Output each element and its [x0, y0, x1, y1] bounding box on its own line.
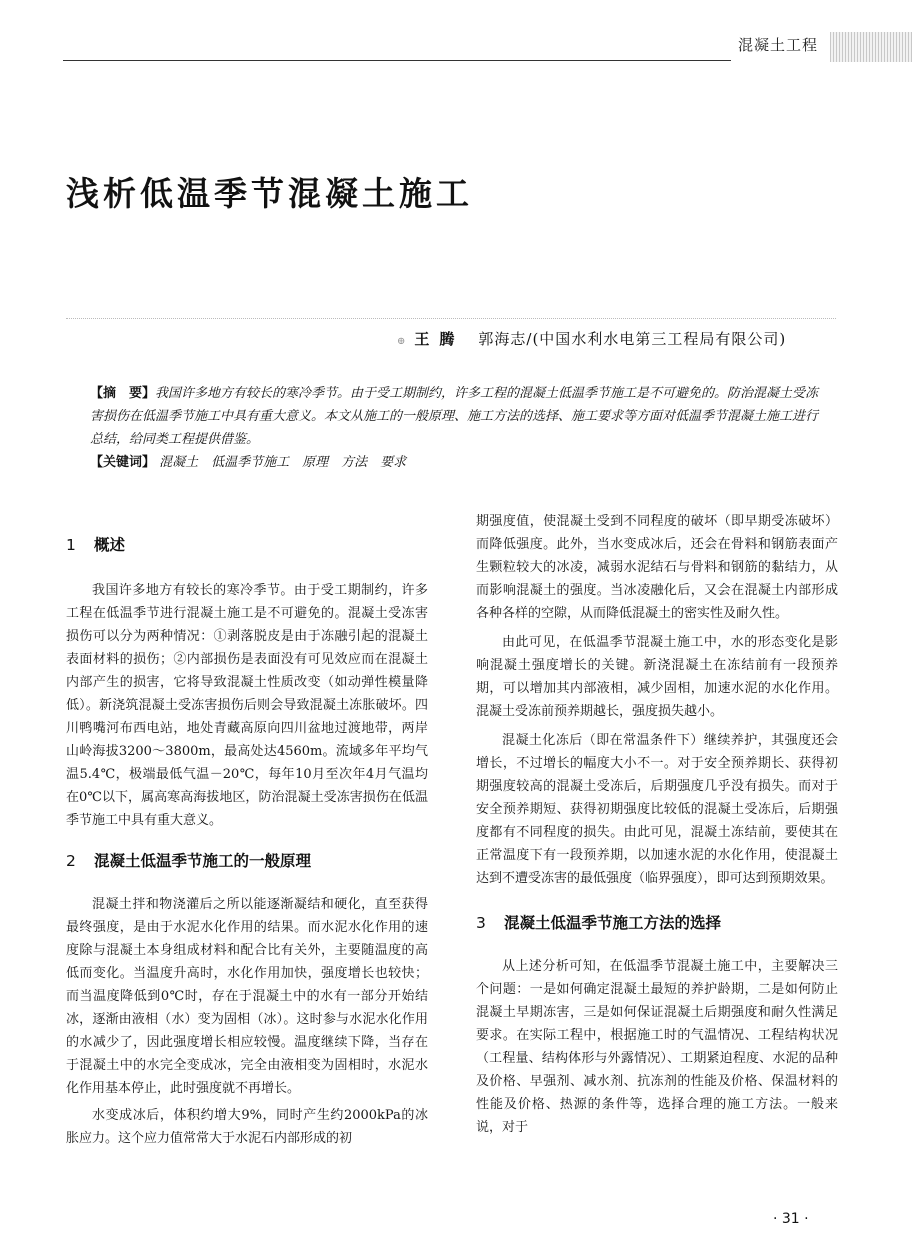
paragraph: 从上述分析可知，在低温季节混凝土施工中，主要解决三个问题：一是如何确定混凝土最短的养护龄期，二是如何防止混凝土早期冻害，三是如何保证混凝土后期强度和耐久性满足要求。在实际工程中，根据施工时的气温情况、工程结构状况（工程量、结构体形与外露情况）、工期紧迫程度、水泥的品种及价格、早强剂、减水剂、抗冻剂的性能及价格、保温材料的性能及价格、热源的条件等，选择合理的施工方法。一般来说，对于	[476, 959, 838, 1135]
column-right	[476, 510, 838, 1139]
paragraph: 混凝土拌和物浇灌后之所以能逐渐凝结和硬化，直至获得最终强度，是由于水泥水化作用的结果。而水泥水化作用的速度除与混凝土本身组成材料和配合比有关外，主要随温度的高低而变化。当温度升高时，水化作用加快，强度增长也较快；而当温度降低到0℃时，存在于混凝土中的水有一部分开始结冰，逐渐由液相（水）变为固相（冰）。这时参与水泥水化作用的水减少了，因此强度增长相应较慢。温度继续下降，当存在于混凝土中的水完全变成冰，完全由液相变为固相时，水泥水化作用基本停止，此时强度就不再增长。	[66, 897, 428, 1096]
section-title: 概述	[94, 536, 126, 554]
paragraph: 水变成冰后，体积约增大9%，同时产生约2000kPa的冰胀应力。这个应力值常常大于水泥石内部形成的初	[66, 1108, 428, 1146]
header-rule	[63, 60, 731, 61]
page-number: · 31 ·	[773, 1211, 809, 1227]
keywords-label: 【关键词】	[90, 455, 156, 470]
paragraph: 混凝土化冻后（即在常温条件下）继续养护，其强度还会增长，不过增长的幅度大小不一。对于安全预养期长、获得初期强度较高的混凝土受冻后，后期强度几乎没有损失。而对于安全预养期短、获得初期强度比较低的混凝土受冻后，后期强度都有不同程度的损失。由此可见，混凝土冻结前，要使其在正常温度下有一段预养期，以加速水泥的水化作用，使混凝土达到不遭受冻害的最低强度（临界强度），即可达到预期效果。	[476, 733, 838, 886]
author-mark-icon: ⊕	[397, 336, 407, 347]
section-title: 混凝土低温季节施工方法的选择	[504, 914, 722, 932]
paragraph: 我国许多地方有较长的寒冷季节。由于受工期制约，许多工程在低温季节进行混凝土施工是不可避免的。混凝土受冻害损伤可以分为两种情况：①剥落脱皮是由于冻融引起的混凝土表面材料的损伤；②内部损伤是表面没有可见效应而在混凝土内部产生的损害，它将导致混凝土性质改变（如动弹性模量降低）。新浇筑混凝土受冻害损伤后则会导致混凝土冻胀破坏。四川鸭嘴河布西电站，地处青藏高原向四川盆地过渡地带，两岸山岭海拔3200～3800m，最高处达4560m。流域多年平均气温5.4℃，极端最低气温－20℃，每年10月至次年4月气温均在0℃以下，属高寒高海拔地区，防治混凝土受冻害损伤在低温季节施工中具有重大意义。	[66, 583, 428, 828]
section-number: 1	[66, 536, 76, 554]
section-heading-2	[66, 850, 428, 873]
abstract-block	[90, 382, 825, 474]
article-title: 浅析低温季节混凝土施工	[66, 174, 473, 213]
paragraph: 由此可见，在低温季节混凝土施工中，水的形态变化是影响混凝土强度增长的关键。新浇混凝土在冻结前有一段预养期，可以增加其内部液相，减少固相，加速水泥的水化作用。混凝土受冻前预养期越长，强度损失越小。	[476, 635, 838, 719]
section-title: 混凝土低温季节施工的一般原理	[94, 852, 312, 870]
abstract-text: 我国许多地方有较长的寒冷季节。由于受工期制约，许多工程的混凝土低温季节施工是不可避免的。防治混凝土受冻害损伤在低温季节施工中具有重大意义。本文从施工的一般原理、施工方法的选择、施工要求等方面对低温季节混凝土施工进行总结，给同类工程提供借鉴。	[90, 386, 819, 447]
section-number: 2	[66, 852, 76, 870]
running-header: 混凝土工程	[738, 36, 819, 54]
author-line	[397, 328, 786, 349]
abstract-label: 【摘 要】	[90, 386, 156, 401]
author-name-primary: 王腾	[414, 330, 465, 348]
keywords	[90, 451, 825, 474]
section-heading-1	[66, 534, 428, 557]
section-heading-3	[476, 912, 838, 935]
column-left	[66, 510, 428, 1150]
author-divider	[66, 318, 836, 319]
abstract	[90, 382, 825, 451]
paragraph: 期强度值，使混凝土受到不同程度的破坏（即早期受冻破坏）而降低强度。此外，当水变成冰后，还会在骨料和钢筋表面产生颗粒较大的冰凌，减弱水泥结石与骨料和钢筋的黏结力，从而影响混凝土的强度。当冰凌融化后，又会在混凝土内部形成各种各样的空隙，从而降低混凝土的密实性及耐久性。	[476, 514, 838, 621]
keywords-text: 混凝土 低温季节施工 原理 方法 要求	[159, 455, 407, 470]
author-affiliation: 郭海志/(中国水利水电第三工程局有限公司)	[478, 330, 787, 348]
section-number: 3	[476, 914, 486, 932]
header-texture-decoration	[830, 32, 912, 62]
